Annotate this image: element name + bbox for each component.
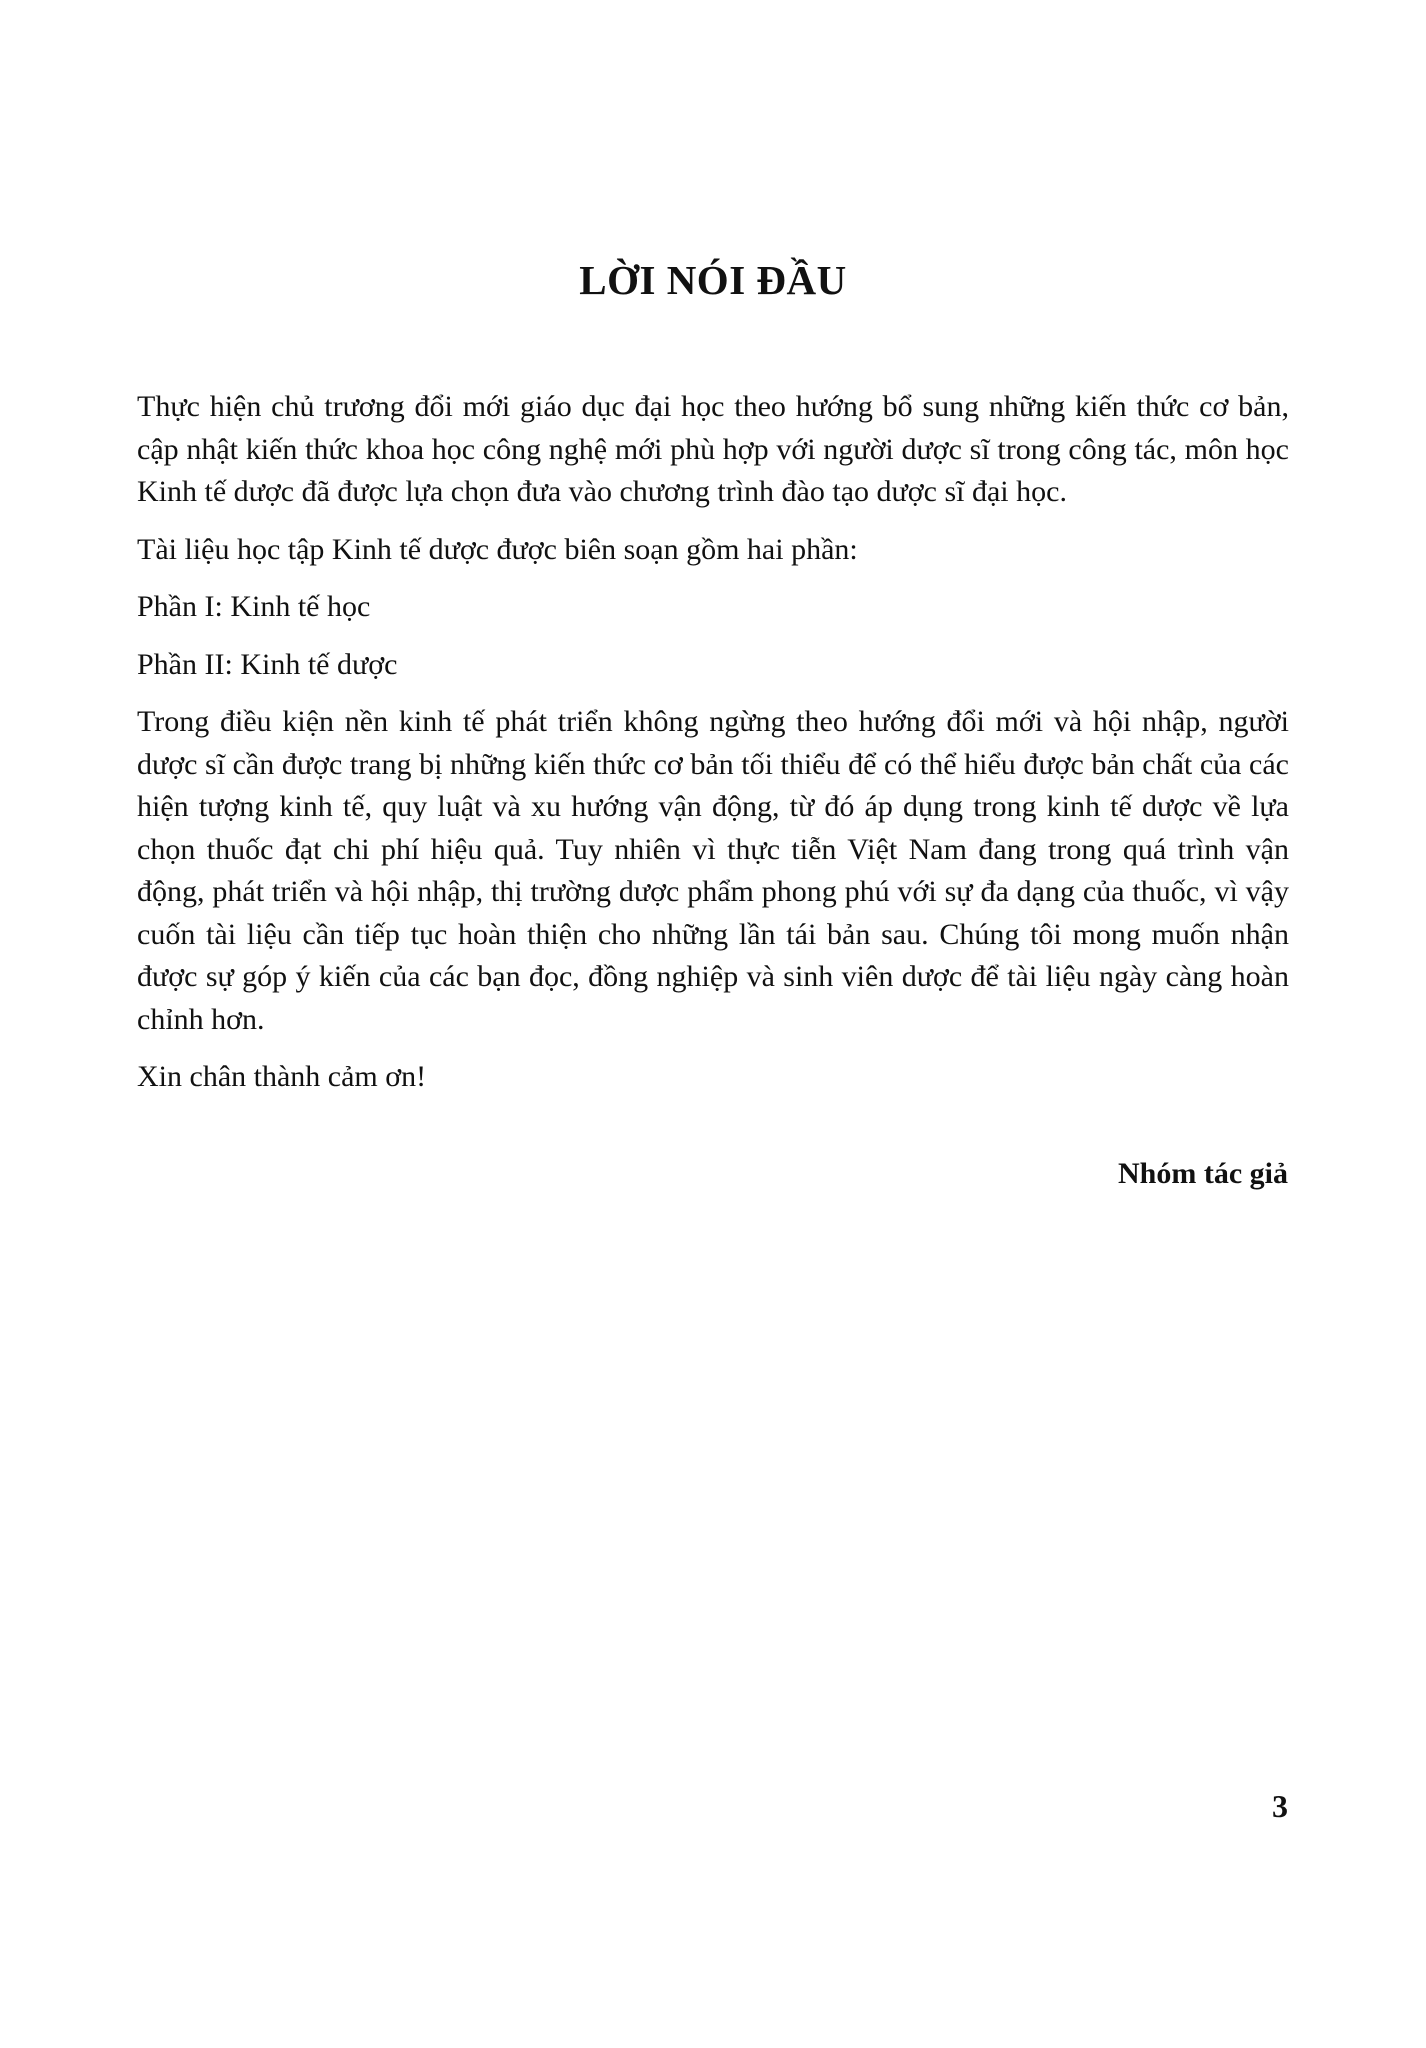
paragraph-intro: Thực hiện chủ trương đổi mới giáo dục đại học theo hướng bổ sung những kiến thức cơ bản, cập nhật kiến thức khoa học công nghệ mới phù hợp với người dược sĩ trong công tác, môn học Kinh tế dược đã được lựa chọn đưa vào chương trình đào tạo dược sĩ đại học. — [137, 390, 1289, 508]
paragraph-structure: Tài liệu học tập Kinh tế dược được biên soạn gồm hai phần: — [137, 532, 858, 566]
paragraph-thanks: Xin chân thành cảm ơn! — [137, 1060, 427, 1093]
paragraph-part-one: Phần I: Kinh tế học — [137, 590, 371, 623]
paragraph-context: Trong điều kiện nền kinh tế phát triển không ngừng theo hướng đổi mới và hội nhập, người dược sĩ cần được trang bị những kiến thức cơ bản tối thiểu để có thể hiểu được bản chất của các hiện tượng kinh tế, quy luật và xu hướng vận động, từ đó áp dụng trong kinh tế dược về lựa chọn thuốc đạt chi phí hiệu quả. Tuy nhiên vì thực tiễn Việt Nam đang trong quá trình vận động, phát triển và hội nhập, thị trường dược phẩm phong phú với sự đa dạng của thuốc, vì vậy cuốn tài liệu cần tiếp tục hoàn thiện cho những lần tái bản sau. Chúng tôi mong muốn nhận được sự góp ý kiến của các bạn đọc, đồng nghiệp và sinh viên dược để tài liệu ngày càng hoàn chỉnh hơn. — [137, 705, 1289, 1036]
page-title: LỜI NÓI ĐẦU — [579, 257, 847, 303]
paragraph-part-two: Phần II: Kinh tế dược — [137, 647, 398, 681]
page-number: 3 — [1272, 1788, 1288, 1824]
document-body — [137, 386, 1289, 1114]
signature: Nhóm tác giả — [1118, 1157, 1288, 1190]
